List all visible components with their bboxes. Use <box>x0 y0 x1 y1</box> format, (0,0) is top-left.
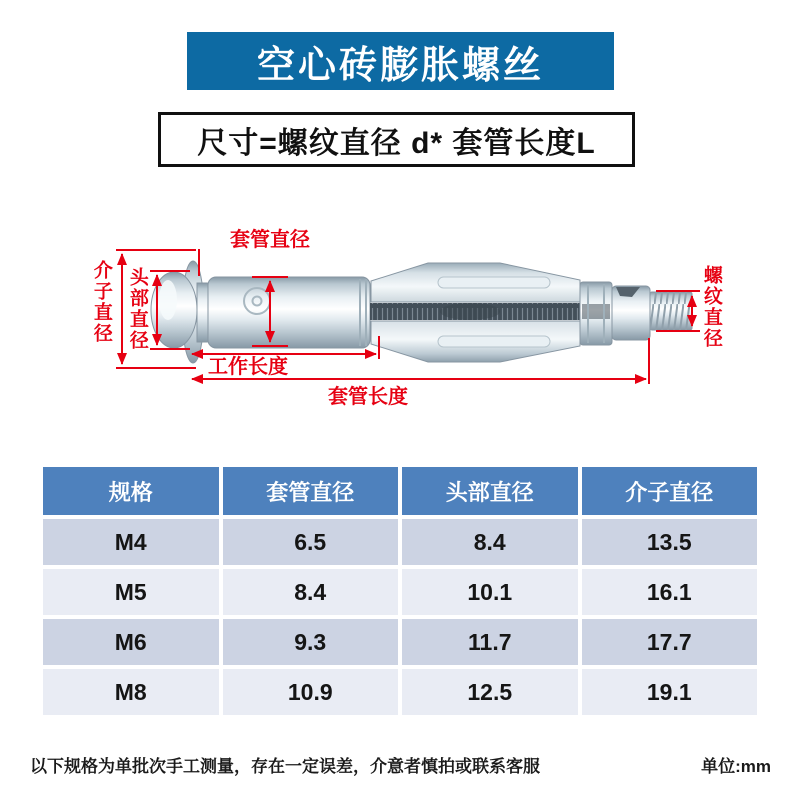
sleeve-length-label: 套管长度 <box>328 386 408 408</box>
table-header-spec: 规格 <box>43 467 219 515</box>
sleeve-diameter-label: 套管直径 <box>230 229 310 251</box>
size-formula-text: 尺寸=螺纹直径 d* 套管长度L <box>197 126 596 160</box>
washer-diameter-label: 介子直径 <box>90 260 112 344</box>
table-cell: 12.5 <box>402 669 578 715</box>
sleeve-barrel <box>208 277 370 348</box>
table-cell: M4 <box>43 519 219 565</box>
leg-slot-lower <box>438 336 550 347</box>
table-cell: 11.7 <box>402 619 578 665</box>
anchor-body <box>151 261 692 363</box>
rod-bulge <box>440 303 500 320</box>
table-header-sleeve: 套管直径 <box>223 467 399 515</box>
table-header-head: 头部直径 <box>402 467 578 515</box>
table-cell: 13.5 <box>582 519 758 565</box>
threaded-stud-threads <box>650 292 692 330</box>
table-cell: M8 <box>43 669 219 715</box>
table-cell: 6.5 <box>223 519 399 565</box>
table-cell: 10.9 <box>223 669 399 715</box>
table-cell: 9.3 <box>223 619 399 665</box>
screw-head-highlight <box>159 280 177 320</box>
table-header-washer: 介子直径 <box>582 467 758 515</box>
page-title: 空心砖膨胀螺丝 <box>256 44 544 87</box>
table-cell: M5 <box>43 569 219 615</box>
working-length-label: 工作长度 <box>208 356 288 378</box>
table-cell: M6 <box>43 619 219 665</box>
table-cell: 16.1 <box>582 569 758 615</box>
thread-diameter-label: 螺纹直径 <box>700 265 722 349</box>
footer <box>30 752 771 777</box>
table-cell: 8.4 <box>223 569 399 615</box>
measurement-note: 以下规格为单批次手工测量，存在一定误差，介意者慎拍或联系客服 <box>30 757 540 776</box>
head-diameter-label: 头部直径 <box>126 267 148 351</box>
unit-label: 单位:mm <box>701 757 771 776</box>
ring-window <box>582 304 610 319</box>
table-cell: 8.4 <box>402 519 578 565</box>
table-cell: 17.7 <box>582 619 758 665</box>
spec-table <box>43 467 757 715</box>
leg-slot-upper <box>438 277 550 288</box>
table-cell: 10.1 <box>402 569 578 615</box>
table-cell: 19.1 <box>582 669 758 715</box>
